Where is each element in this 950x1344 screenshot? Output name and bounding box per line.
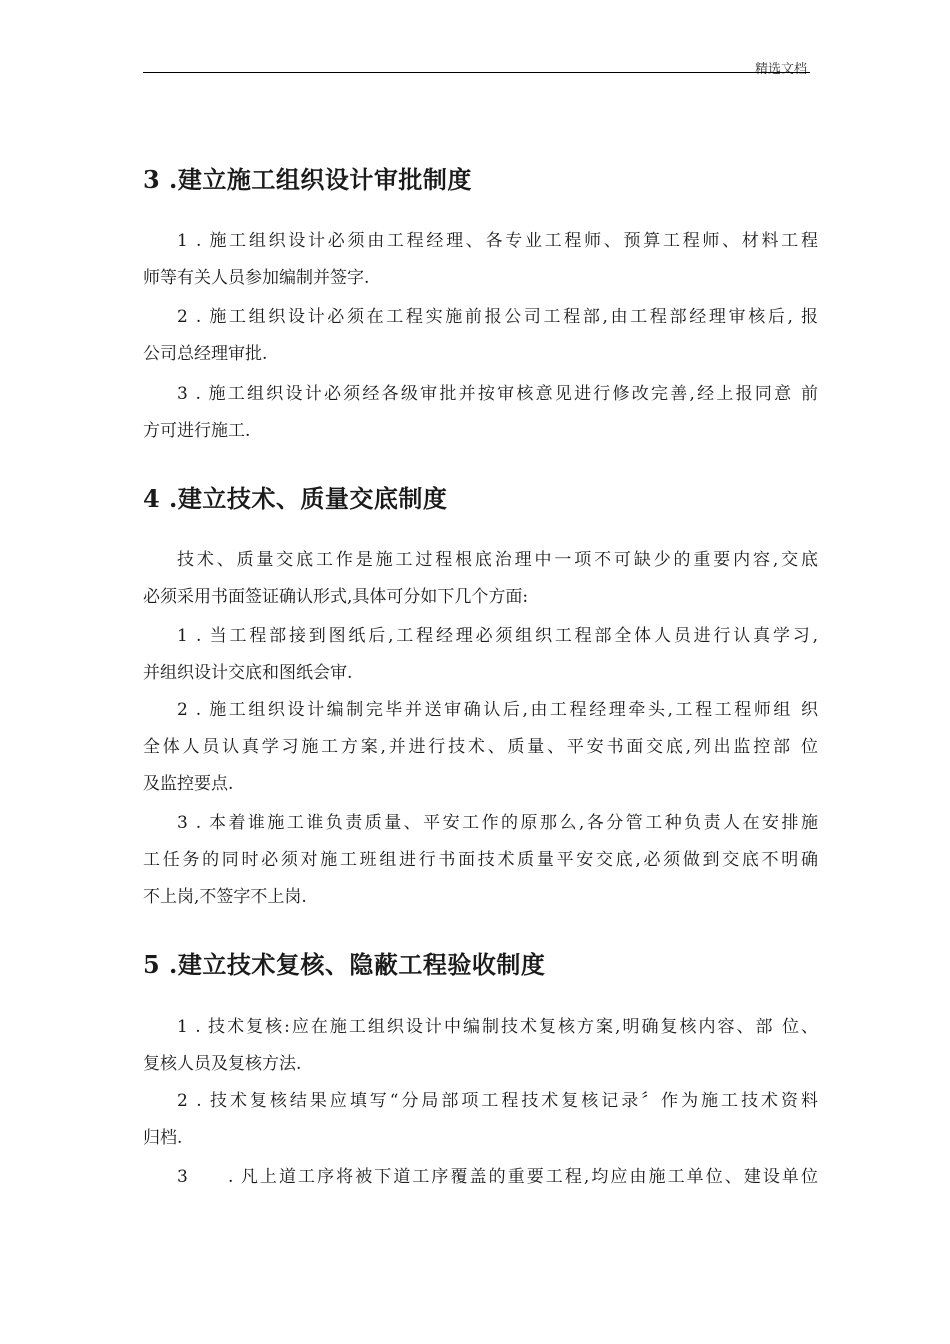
paragraph [143, 1083, 818, 1157]
paragraph [143, 542, 818, 616]
header-label: 精选文档 [755, 62, 808, 77]
paragraph [143, 1159, 818, 1196]
text-line: 1 . 施工组织设计必须由工程经理、各专业工程师、预算工程师、材料工程 [177, 231, 818, 251]
text-line: 归档. [143, 1128, 183, 1148]
text-line: 师等有关人员参加编制并签字. [143, 268, 370, 288]
text-line: 必须采用书面签证确认形式,具体可分如下几个方面: [143, 587, 529, 607]
text-line: 方可进行施工. [143, 421, 251, 441]
paragraph [143, 223, 818, 297]
text-line: 2 . 施工组织设计编制完毕并送审确认后,由工程经理牵头,工程工程师组 织 [177, 700, 818, 720]
text-line: 复核人员及复核方法. [143, 1054, 302, 1074]
text-line: 2 . 技术复核结果应填写“分局部项工程技术复核记录〞作为施工技术资料 [177, 1091, 818, 1111]
paragraph [143, 805, 818, 916]
paragraph [143, 618, 818, 692]
section-heading: 3 .建立施工组织设计审批制度 [143, 165, 472, 194]
section-heading: 4 .建立技术、质量交底制度 [143, 484, 448, 513]
text-line: 2 . 施工组织设计必须在工程实施前报公司工程部,由工程部经理审核后, 报 [177, 307, 818, 327]
text-line: 公司总经理审批. [143, 344, 268, 364]
text-line: 及监控要点. [143, 774, 234, 794]
header-rule [143, 72, 810, 73]
paragraph [143, 692, 818, 803]
section-heading: 5 .建立技术复核、隐蔽工程验收制度 [143, 950, 546, 979]
paragraph [143, 1009, 818, 1083]
text-line: 技术、质量交底工作是施工过程根底治理中一项不可缺少的重要内容,交底 [177, 550, 818, 570]
paragraph [143, 299, 818, 373]
text-line: 工任务的同时必须对施工班组进行书面技术质量平安交底,必须做到交底不明确 [143, 850, 818, 870]
text-line: 1 . 当工程部接到图纸后,工程经理必须组织工程部全体人员进行认真学习, [177, 626, 818, 646]
text-line: 并组织设计交底和图纸会审. [143, 663, 353, 683]
text-line: 3 . 施工组织设计必须经各级审批并按审核意见进行修改完善,经上报同意 前 [177, 384, 818, 404]
text-line: 3 . 本着谁施工谁负责质量、平安工作的原那么,各分管工种负责人在安排施 [177, 813, 818, 833]
text-line: 3 . 凡上道工序将被下道工序覆盖的重要工程,均应由施工单位、建设单位 [177, 1167, 818, 1187]
text-line: 1 . 技术复核:应在施工组织设计中编制技术复核方案,明确复核内容、部 位、 [177, 1017, 818, 1037]
text-line: 不上岗,不签字不上岗. [143, 887, 307, 907]
paragraph [143, 376, 818, 450]
text-line: 全体人员认真学习施工方案,并进行技术、质量、平安书面交底,列出监控部 位 [143, 737, 818, 757]
